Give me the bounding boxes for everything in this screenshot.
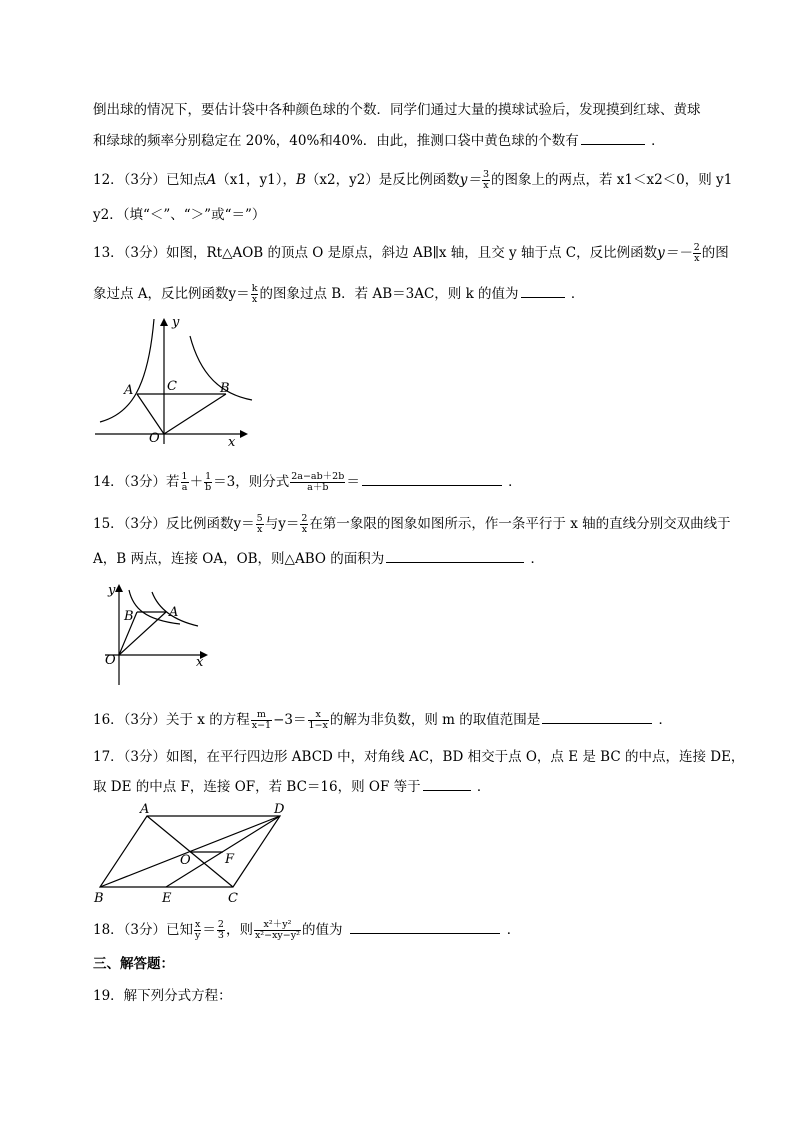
q18-frac-xy: $\frac{x}{y}$ (195, 919, 201, 941)
q15-line2: A，B 两点，连接 OA，OB，则△ABO 的面积为 ． (93, 551, 545, 567)
q13-fig-x: x (228, 435, 236, 450)
q13-fraction: $\frac{2}{x}$ (693, 242, 700, 264)
q15-frac-2: $\frac{2}{x}$ (301, 513, 308, 535)
q17-fig-b: B (94, 891, 104, 906)
q14-line: 14．（3分）若 $\frac{1}{a}$ ＋ $\frac{1}{b}$ ＝3，则分式 $\frac{2a-ab+2b}{a+b}$ ＝ ． (93, 471, 522, 493)
q13-k-fraction: $\frac{k}{x}$ (251, 283, 258, 305)
q16-number: 16．（3分）关于 x 的方程 (93, 712, 250, 728)
q12-b-coord: （x2，y2）是反比例函数 (305, 172, 460, 188)
q14-frac-a: $\frac{1}{a}$ (181, 471, 188, 493)
answer-blank-18 (350, 921, 500, 934)
q15-fig-y: y (108, 583, 116, 598)
q13-func: y＝－ (657, 245, 692, 261)
q11-line2: 和绿球的频率分别稳定在 20%，40%和40%．由此，推测口袋中黄色球的个数有 ． (93, 133, 665, 149)
q13-line2: 象过点 A，反比例函数y＝ $\frac{k}{x}$ 的图象过点 B．若 AB＝3AC，则 k 的值为 ． (93, 283, 585, 305)
q17-fig-d: D (274, 802, 285, 817)
q15-fig-o: O (105, 653, 116, 668)
answer-blank-13 (521, 285, 565, 298)
answer-blank-11 (581, 132, 645, 145)
q11-line2-text: 和绿球的频率分别稳定在 20%，40%和40%．由此，推测口袋中黄色球的个数有 (93, 133, 579, 149)
q13-fig-y: y (172, 315, 180, 330)
q17-fig-a: A (140, 802, 150, 817)
q13-line2b: 的图象过点 B．若 AB＝3AC，则 k 的值为 (259, 286, 519, 302)
q15-fig-x: x (196, 655, 204, 670)
section-3-heading: 三、解答题： (93, 956, 174, 972)
q18-number: 18．（3分）已知 (93, 922, 194, 938)
q18-frac-23: $\frac{2}{3}$ (217, 919, 224, 941)
answer-blank-14 (362, 473, 502, 486)
answer-blank-15 (386, 550, 524, 563)
q15-number: 15．（3分）反比例函数 (93, 516, 234, 532)
q13-number: 13．（3分）如图，Rt△AOB 的顶点 O 是原点，斜边 AB∥x 轴，且交 y 轴于点 C，反比例函数 (93, 245, 658, 261)
answer-blank-16 (542, 711, 652, 724)
q17-line1: 17．（3分）如图，在平行四边形 ABCD 中，对角线 AC，BD 相交于点 O，点 E 是 BC 的中点，连接 DE， (93, 749, 745, 765)
q13-figure (90, 314, 260, 449)
q16-line: 16．（3分）关于 x 的方程 $\frac{m}{x-1}$ −3＝ $\frac{x}{1-x}$ 的解为非负数，则 m 的取值范围是 ． (93, 709, 673, 731)
answer-blank-17 (423, 778, 471, 791)
q12-fraction: $\frac{3}{x}$ (482, 169, 489, 191)
q12-line1 (93, 170, 732, 191)
q17-figure (92, 802, 292, 906)
q17-fig-f: F (225, 852, 235, 867)
q12-text2: 的图象上的两点，若 x1＜x2＜0，则 y1 (490, 172, 733, 188)
q13-line2a: 象过点 A，反比例函数 (93, 286, 229, 302)
q15-line1: 15．（3分）反比例函数y＝ $\frac{5}{x}$ 与y＝ $\frac{2}{x}$ 在第一象限的图象如图所示，作一条平行于 x 轴的直线分别交双曲线于 (93, 513, 731, 535)
q17-fig-e: E (162, 891, 172, 906)
q12-line2 (93, 206, 265, 224)
q18-frac-expr: $\frac{\text{x²＋y²}}{\text{x²−xy−y²}}$ (254, 919, 300, 941)
q16-frac-m: $\frac{m}{x-1}$ (251, 709, 272, 731)
q12-point-a: A (206, 172, 217, 188)
q13-func2: y＝ (228, 286, 250, 302)
q17-fig-o: O (180, 853, 191, 868)
q15-fig-b: B (124, 609, 134, 624)
q14-frac-expr: $\frac{2a-ab+2b}{a+b}$ (291, 471, 345, 493)
q15-fig-a: A (169, 605, 179, 620)
q13-fig-b: B (220, 381, 230, 396)
q17-line2-text: 取 DE 的中点 F，连接 OF，若 BC＝16，则 OF 等于 (93, 779, 421, 795)
q13-fig-a: A (124, 383, 134, 398)
q15-frac-5: $\frac{5}{x}$ (256, 513, 263, 535)
q19-line: 19．解下列分式方程： (93, 988, 232, 1004)
q14-number: 14．（3分）若 (93, 474, 180, 490)
q18-line: 18．（3分）已知 $\frac{x}{y}$ ＝ $\frac{2}{3}$ ，则 $\frac{\text{x²＋y²}}{\text{x²−xy−y²}}$ 的值为 ． (93, 919, 521, 941)
q12-point-b: B (295, 172, 306, 188)
q17-fig-c: C (228, 891, 238, 906)
q17-line2: 取 DE 的中点 F，连接 OF，若 BC＝16，则 OF 等于 ． (93, 779, 491, 795)
q15-figure (100, 580, 215, 690)
q15-line2-text: A，B 两点，连接 OA，OB，则△ABO 的面积为 (93, 551, 385, 567)
q13-line1 (93, 243, 729, 264)
q13-end: 的图 (701, 245, 729, 261)
q12-a-coord: （x1，y1）， (216, 172, 296, 188)
q11-line1: 倒出球的情况下，要估计袋中各种颜色球的个数．同学们通过大量的摸球试验后，发现摸到红球、黄球 (93, 102, 701, 118)
q13-fig-o: O (149, 431, 160, 446)
q12-func: y＝ (459, 172, 481, 188)
q13-fig-c: C (167, 379, 177, 394)
q14-frac-b: $\frac{1}{b}$ (205, 471, 212, 493)
q16-frac-x: $\frac{x}{1-x}$ (308, 709, 328, 731)
q12-number: 12．（3分）已知点 (93, 172, 207, 188)
q12-line2-text: y2．（填“＜”、“＞”或“＝”） (93, 207, 266, 223)
